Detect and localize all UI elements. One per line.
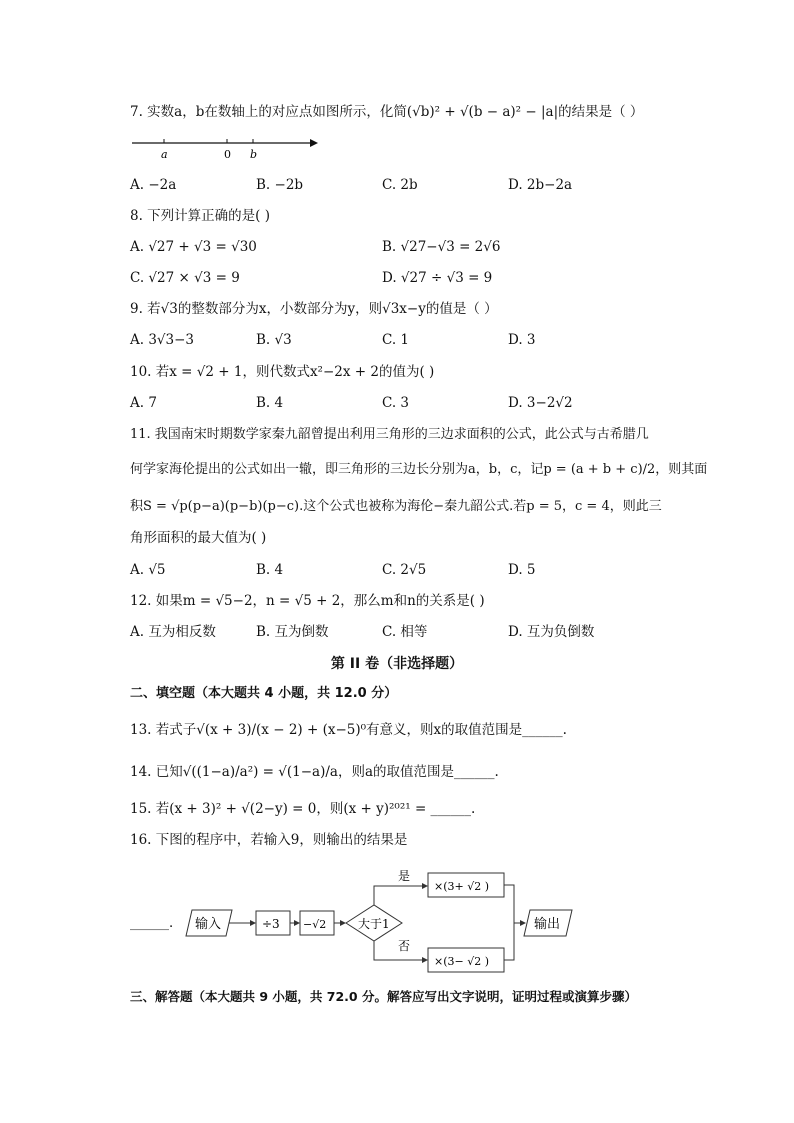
q10-option-b: B. 4	[256, 395, 284, 411]
q7-option-c: C. 2b	[382, 177, 418, 193]
q12-option-a: A. 互为相反数	[130, 624, 216, 640]
label-a: a	[161, 148, 168, 161]
question-12-stem: 12. 如果m = √5−2，n = √5 + 2，那么m和n的关系是( )	[130, 593, 485, 609]
q7-option-a: A. −2a	[130, 177, 177, 193]
q8-option-c: C. √27 × √3 = 9	[130, 270, 240, 286]
q11-option-a: A. √5	[130, 562, 166, 578]
q11-option-c: C. 2√5	[382, 562, 427, 578]
question-11-line-3: 积S = √p(p−a)(p−b)(p−c).这个公式也被称为海伦−秦九韶公式.若p = 5，c = 4，则此三	[130, 499, 662, 514]
number-line-arrow	[310, 139, 318, 147]
q12-option-d: D. 互为负倒数	[508, 624, 595, 640]
question-16-stem: 16. 下图的程序中，若输入9，则输出的结果是	[130, 832, 408, 848]
question-11-line-4: 角形面积的最大值为( )	[130, 530, 267, 546]
question-14: 14. 已知√((1−a)/a²) = √(1−a)/a，则a的取值范围是______.	[130, 764, 499, 780]
question-9-stem: 9. 若√3的整数部分为x，小数部分为y，则√3x−y的值是（ ）	[130, 301, 498, 317]
q8-option-b: B. √27−√3 = 2√6	[382, 239, 501, 255]
subtract-label: −√2	[303, 918, 327, 931]
q8-option-a: A. √27 + √3 = √30	[130, 239, 257, 255]
q12-option-b: B. 互为倒数	[256, 624, 329, 640]
q11-option-b: B. 4	[256, 562, 284, 578]
q10-option-a: A. 7	[130, 395, 157, 411]
question-13: 13. 若式子√(x + 3)/(x − 2) + (x−5)⁰有意义，则x的取值范围是______.	[130, 722, 567, 738]
question-11-line-1: 11. 我国南宋时期数学家秦九韶曾提出利用三角形的三边求面积的公式，此公式与古希腊几	[130, 427, 649, 442]
q9-option-a: A. 3√3−3	[130, 332, 195, 348]
part-2-title: 第 II 卷（非选择题）	[330, 656, 464, 672]
label-b: b	[250, 148, 258, 161]
q10-option-c: C. 3	[382, 395, 410, 411]
yes-label: 是	[398, 869, 411, 883]
question-7-stem: 7. 实数a，b在数轴上的对应点如图所示，化简(√b)² + √(b − a)² − |a|的结果是（ ）	[130, 104, 644, 120]
section-3-heading: 三、解答题（本大题共 9 小题，共 72.0 分。解答应写出文字说明，证明过程或演算步骤）	[130, 989, 637, 1004]
question-8-stem: 8. 下列计算正确的是( )	[130, 208, 270, 224]
q7-option-d: D. 2b−2a	[508, 177, 573, 193]
label-0: 0	[224, 148, 231, 161]
q10-option-d: D. 3−2√2	[508, 395, 573, 411]
program-flowchart	[128, 862, 578, 978]
q7-option-b: B. −2b	[256, 177, 304, 193]
q9-option-b: B. √3	[256, 332, 292, 348]
q11-option-d: D. 5	[508, 562, 536, 578]
question-10-stem: 10. 若x = √2 + 1，则代数式x²−2x + 2的值为( )	[130, 364, 435, 380]
output-label: 输出	[534, 917, 561, 932]
question-11-line-2: 何学家海伦提出的公式如出一辙，即三角形的三边长分别为a，b，c，记p = (a + b + c)/2，则其面	[130, 462, 708, 477]
question-15: 15. 若(x + 3)² + √(2−y) = 0，则(x + y)²⁰²¹ = ______.	[130, 801, 476, 817]
input-label: 输入	[195, 917, 222, 932]
q12-option-c: C. 相等	[382, 624, 428, 640]
multiply-yes-label: ×(3+ √2 )	[434, 880, 490, 893]
answer-blank: ______.	[130, 916, 174, 931]
section-2-heading: 二、填空题（本大题共 4 小题，共 12.0 分）	[130, 686, 398, 701]
decision-label: 大于1	[358, 917, 390, 931]
q8-option-d: D. √27 ÷ √3 = 9	[382, 270, 493, 286]
divide-label: ÷3	[262, 917, 280, 931]
number-line-figure	[130, 136, 320, 166]
q9-option-c: C. 1	[382, 332, 410, 348]
no-label: 否	[398, 939, 411, 953]
q9-option-d: D. 3	[508, 332, 536, 348]
multiply-no-label: ×(3− √2 )	[434, 955, 490, 968]
